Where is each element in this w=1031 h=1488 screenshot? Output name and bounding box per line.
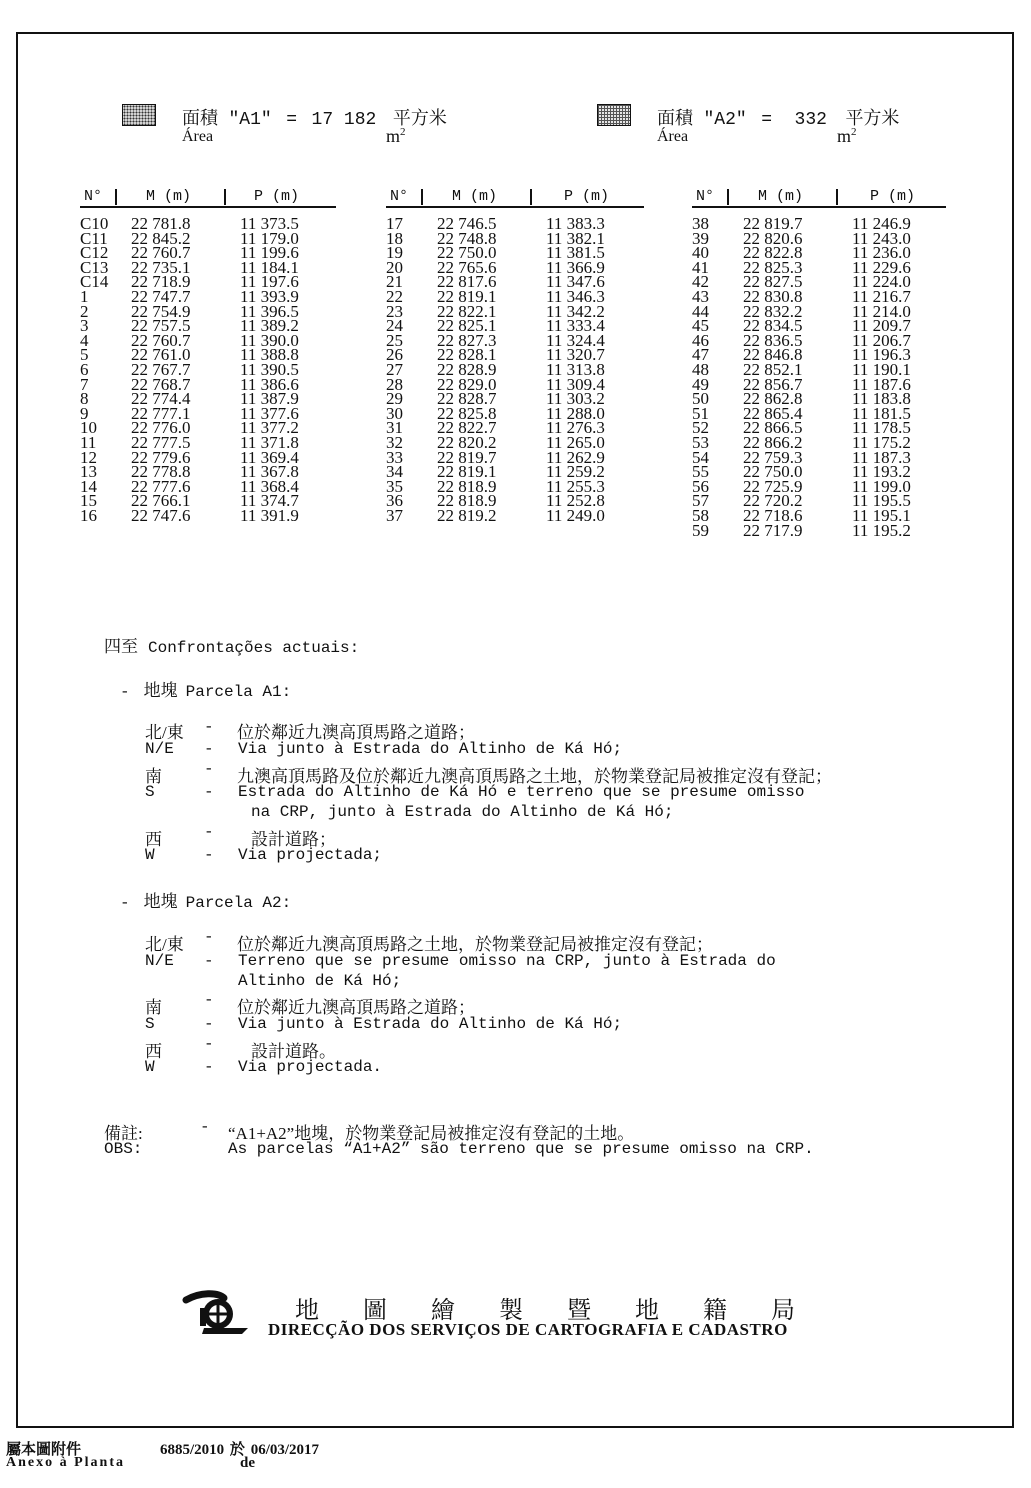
m-coordinate: 22 781.8 <box>131 214 191 233</box>
point-number: 2 <box>80 301 89 321</box>
point-number: 57 <box>692 491 709 511</box>
point-number: 4 <box>80 330 89 350</box>
point-number: C12 <box>80 243 109 263</box>
a2-w-text-pt: Via projectada. <box>238 1058 383 1076</box>
point-number: 49 <box>692 374 709 394</box>
point-number: C13 <box>80 257 109 277</box>
p-coordinate: 11 229.6 <box>852 257 911 277</box>
m-coordinate: 22 750.0 <box>743 462 803 482</box>
point-number: 23 <box>386 301 403 321</box>
area-equals: = <box>761 110 773 130</box>
p-coordinate: 11 396.5 <box>240 301 299 321</box>
p-coordinate: 11 195.1 <box>852 506 911 525</box>
p-coordinate: 11 383.3 <box>546 214 605 233</box>
p-coordinate: 11 246.9 <box>852 214 911 233</box>
dir-w-zh: 西 <box>145 1042 162 1061</box>
point-number: C14 <box>80 272 109 292</box>
p-coordinate: 11 262.9 <box>546 447 605 467</box>
point-number: 14 <box>80 476 97 496</box>
m-coordinate: 22 760.7 <box>131 330 191 350</box>
point-number: C10 <box>80 214 109 233</box>
area-name: "A2" <box>703 110 747 130</box>
point-number: 13 <box>80 462 97 482</box>
m-coordinate: 22 779.6 <box>131 447 191 467</box>
dash: - <box>204 1058 214 1076</box>
m-coordinate: 22 768.7 <box>131 374 191 394</box>
m-coordinate: 22 825.1 <box>437 316 497 336</box>
dash: - <box>204 718 214 736</box>
point-number: 24 <box>386 316 403 336</box>
p-coordinate: 11 342.2 <box>546 301 605 321</box>
a1-s-text-pt-2: na CRP, junto à Estrada do Altinho de Ká Hó; <box>251 803 674 821</box>
point-number: 56 <box>692 476 709 496</box>
point-number: 53 <box>692 433 709 452</box>
m-coordinate: 22 757.5 <box>131 316 191 336</box>
hatch-swatch-a2 <box>597 104 631 126</box>
m-coordinate: 22 862.8 <box>743 389 803 409</box>
p-coordinate: 11 196.3 <box>852 345 911 365</box>
m-coordinate: 22 856.7 <box>743 374 803 394</box>
a1-s-text-zh: 九澳高頂馬路及位於鄰近九澳高頂馬路之土地，於物業登記局被推定沒有登記； <box>237 767 832 786</box>
point-number: 38 <box>692 214 709 233</box>
m-coordinate: 22 820.6 <box>743 228 803 248</box>
m-coordinate: 22 822.1 <box>437 301 497 321</box>
p-coordinate: 11 199.0 <box>852 476 911 496</box>
p-coordinate: 11 390.5 <box>240 360 299 379</box>
p-coordinate: 11 388.8 <box>240 345 299 365</box>
m-coordinate: 22 819.1 <box>437 462 497 482</box>
point-number: 51 <box>692 403 709 423</box>
point-number: 47 <box>692 345 709 365</box>
p-coordinate: 11 387.9 <box>240 389 299 409</box>
point-number: 3 <box>80 316 89 336</box>
p-coordinate: 11 224.0 <box>852 272 911 292</box>
dir-w-code: W <box>145 1058 155 1076</box>
p-coordinate: 11 393.9 <box>240 287 299 306</box>
point-number: 15 <box>80 491 97 511</box>
p-coordinate: 11 313.8 <box>546 360 605 379</box>
point-number: 16 <box>80 506 97 525</box>
m-coordinate: 22 760.7 <box>131 243 191 263</box>
dscc-logo-icon <box>182 1288 254 1341</box>
annex-label-pt: Anexo à Planta <box>6 1455 125 1470</box>
point-number: 11 <box>80 433 97 452</box>
m-coordinate: 22 717.9 <box>743 520 803 540</box>
m-coordinate: 22 735.1 <box>131 257 191 277</box>
area-equals: = <box>286 110 298 130</box>
annex-label-zh: 屬本圖附件 <box>6 1442 82 1458</box>
a1-w-text-pt: Via projectada; <box>238 846 383 864</box>
point-number: 55 <box>692 462 709 482</box>
point-number: 5 <box>80 345 89 365</box>
p-coordinate: 11 366.9 <box>546 257 605 277</box>
m-coordinate: 22 818.9 <box>437 476 497 496</box>
agency-char: 地 <box>295 1298 319 1324</box>
area-label-zh: 面積 <box>657 108 693 128</box>
p-coordinate: 11 249.0 <box>546 506 605 525</box>
p-coordinate: 11 259.2 <box>546 462 605 482</box>
p-coordinate: 11 206.7 <box>852 330 911 350</box>
m-coordinate: 22 866.2 <box>743 433 803 452</box>
p-coordinate: 11 374.7 <box>240 491 299 511</box>
notes-text-pt: As parcelas “A1+A2” são terreno que se presume omisso na CRP. <box>228 1140 814 1158</box>
dir-ne-code: N/E <box>145 740 174 758</box>
m-coordinate: 22 845.2 <box>131 228 191 248</box>
m-coordinate: 22 819.2 <box>437 506 497 525</box>
m-coordinate: 22 765.6 <box>437 257 497 277</box>
m-coordinate: 22 866.5 <box>743 418 803 438</box>
m-coordinate: 22 725.9 <box>743 476 803 496</box>
point-number: 44 <box>692 301 709 321</box>
p-coordinate: 11 216.7 <box>852 287 911 306</box>
notes-label-zh: 備註: <box>104 1124 143 1143</box>
area-name: "A1" <box>228 110 272 130</box>
point-number: 58 <box>692 506 709 525</box>
point-number: 9 <box>80 403 89 423</box>
dir-s-code: S <box>145 1015 155 1033</box>
dir-ne-code: N/E <box>145 952 174 970</box>
p-coordinate: 11 371.8 <box>240 433 299 452</box>
area-unit-zh: 平方米 <box>845 108 900 128</box>
point-number: 46 <box>692 330 709 350</box>
point-number: 21 <box>386 272 403 292</box>
a1-ne-text-pt: Via junto à Estrada do Altinho de Ká Hó; <box>238 740 623 758</box>
area-label-pt: Área <box>657 128 689 145</box>
area-label-pt: Área <box>182 128 214 145</box>
a2-s-text-zh: 位於鄰近九澳高頂馬路之道路； <box>237 998 475 1017</box>
m-coordinate: 22 820.2 <box>437 433 497 452</box>
m-coordinate: 22 761.0 <box>131 345 191 365</box>
p-coordinate: 11 382.1 <box>546 228 605 248</box>
m-coordinate: 22 766.1 <box>131 491 191 511</box>
p-coordinate: 11 214.0 <box>852 301 911 321</box>
area-unit: $m^2$ <box>837 126 857 146</box>
p-coordinate: 11 377.2 <box>240 418 299 438</box>
point-number: 18 <box>386 228 403 248</box>
p-coordinate: 11 195.5 <box>852 491 911 511</box>
m-coordinate: 22 828.7 <box>437 389 497 409</box>
p-coordinate: 11 303.2 <box>546 389 605 409</box>
agency-char: 局 <box>771 1298 795 1324</box>
dash: - <box>204 823 214 841</box>
agency-char: 繪 <box>431 1298 455 1324</box>
point-number: 12 <box>80 447 97 467</box>
p-coordinate: 11 386.6 <box>240 374 299 394</box>
p-coordinate: 11 252.8 <box>546 491 605 511</box>
p-coordinate: 11 181.5 <box>852 403 911 423</box>
agency-char: 暨 <box>567 1298 591 1324</box>
m-coordinate: 22 846.8 <box>743 345 803 365</box>
p-coordinate: 11 390.0 <box>240 330 299 350</box>
m-coordinate: 22 718.6 <box>743 506 803 525</box>
annex-date-prefix-pt: de <box>240 1455 255 1471</box>
dash: - <box>204 846 214 864</box>
point-number: 8 <box>80 389 89 409</box>
agency-char: 製 <box>499 1298 523 1324</box>
point-number: 36 <box>386 491 403 511</box>
p-coordinate: 11 265.0 <box>546 433 605 452</box>
point-number: 20 <box>386 257 403 277</box>
a1-w-text-zh: 設計道路； <box>251 830 336 849</box>
m-coordinate: 22 778.8 <box>131 462 191 482</box>
point-number: 1 <box>80 287 89 306</box>
notes-text-zh: “A1+A2”地塊，於物業登記局被推定沒有登記的土地。 <box>228 1124 635 1143</box>
m-coordinate: 22 774.4 <box>131 389 191 409</box>
p-coordinate: 11 255.3 <box>546 476 605 496</box>
m-coordinate: 22 836.5 <box>743 330 803 350</box>
p-coordinate: 11 367.8 <box>240 462 299 482</box>
point-number: 30 <box>386 403 403 423</box>
header-rule <box>80 206 336 208</box>
p-coordinate: 11 368.4 <box>240 476 299 496</box>
point-number: 52 <box>692 418 709 438</box>
dash: - <box>204 952 214 970</box>
p-coordinate: 11 346.3 <box>546 287 605 306</box>
point-number: 37 <box>386 506 403 525</box>
m-coordinate: 22 827.5 <box>743 272 803 292</box>
m-coordinate: 22 818.9 <box>437 491 497 511</box>
a2-ne-text-pt-1: Terreno que se presume omisso na CRP, junto à Estrada do <box>238 952 776 970</box>
p-coordinate: 11 324.4 <box>546 330 605 350</box>
point-number: 17 <box>386 214 403 233</box>
point-number: 45 <box>692 316 709 336</box>
p-coordinate: 11 309.4 <box>546 374 605 394</box>
m-coordinate: 22 718.9 <box>131 272 191 292</box>
m-coordinate: 22 817.6 <box>437 272 497 292</box>
agency-char: 籍 <box>703 1298 727 1324</box>
dash: - <box>200 1118 210 1136</box>
m-coordinate: 22 748.8 <box>437 228 497 248</box>
m-coordinate: 22 822.7 <box>437 418 497 438</box>
a2-ne-text-zh: 位於鄰近九澳高頂馬路之土地，於物業登記局被推定沒有登記； <box>237 935 713 954</box>
a1-s-text-pt-1: Estrada do Altinho de Ká Hó e terreno que se presume omisso <box>238 783 805 801</box>
annex-reference: 6885/2010 於 06/03/2017 <box>160 1442 320 1458</box>
dir-ne-zh: 北/東 <box>145 723 184 742</box>
m-coordinate: 22 754.9 <box>131 301 191 321</box>
point-number: 50 <box>692 389 709 409</box>
point-number: 25 <box>386 330 403 350</box>
p-coordinate: 11 381.5 <box>546 243 605 263</box>
m-coordinate: 22 825.3 <box>743 257 803 277</box>
p-coordinate: 11 175.2 <box>852 433 911 452</box>
point-number: 43 <box>692 287 709 306</box>
area-value: 17 182 <box>311 110 377 130</box>
point-number: 22 <box>386 287 403 306</box>
notes-label-pt: OBS: <box>104 1140 143 1158</box>
m-coordinate: 22 747.6 <box>131 506 191 525</box>
agency-name-pt: DIRECÇÃO DOS SERVIÇOS DE CARTOGRAFIA E CADASTRO <box>268 1320 788 1339</box>
p-coordinate: 11 391.9 <box>240 506 299 525</box>
p-coordinate: 11 187.6 <box>852 374 911 394</box>
p-coordinate: 11 183.8 <box>852 389 911 409</box>
p-coordinate: 11 389.2 <box>240 316 299 336</box>
dash: - <box>204 1035 214 1053</box>
point-number: 28 <box>386 374 403 394</box>
p-coordinate: 11 333.4 <box>546 316 605 336</box>
area-unit-zh: 平方米 <box>392 108 447 128</box>
a2-s-text-pt: Via junto à Estrada do Altinho de Ká Hó; <box>238 1015 623 1033</box>
dash: - <box>204 1015 214 1033</box>
point-number: 19 <box>386 243 403 263</box>
m-coordinate: 22 834.5 <box>743 316 803 336</box>
point-number: 33 <box>386 447 403 467</box>
point-number: 10 <box>80 418 97 438</box>
m-coordinate: 22 852.1 <box>743 360 803 379</box>
dir-w-zh: 西 <box>145 830 162 849</box>
dash: - <box>204 740 214 758</box>
m-coordinate: 22 720.2 <box>743 491 803 511</box>
m-coordinate: 22 777.1 <box>131 403 191 423</box>
point-number: 7 <box>80 374 89 394</box>
point-number: 34 <box>386 462 403 482</box>
dash: - <box>204 760 214 778</box>
m-coordinate: 22 777.5 <box>131 433 191 452</box>
dir-s-zh: 南 <box>145 767 162 786</box>
parcel-a2-title: - 地塊 Parcela A2: <box>120 892 292 912</box>
point-number: 31 <box>386 418 403 438</box>
area-value: 332 <box>794 110 827 130</box>
m-coordinate: 22 828.9 <box>437 360 497 379</box>
p-coordinate: 11 373.5 <box>240 214 299 233</box>
point-number: 26 <box>386 345 403 365</box>
area-unit: $m^2$ <box>386 126 406 146</box>
m-coordinate: 22 819.7 <box>743 214 803 233</box>
m-coordinate: 22 829.0 <box>437 374 497 394</box>
p-coordinate: 11 187.3 <box>852 447 911 467</box>
m-coordinate: 22 777.6 <box>131 476 191 496</box>
m-coordinate: 22 832.2 <box>743 301 803 321</box>
hatch-swatch-a1 <box>122 104 156 126</box>
dir-s-zh: 南 <box>145 998 162 1017</box>
a2-w-text-zh: 設計道路。 <box>251 1042 336 1061</box>
m-coordinate: 22 747.7 <box>131 287 191 306</box>
confrontations-heading: 四至 Confrontações actuais: <box>104 637 360 657</box>
point-number: 54 <box>692 447 709 467</box>
m-coordinate: 22 759.3 <box>743 447 803 467</box>
point-number: 6 <box>80 360 89 379</box>
m-coordinate: 22 827.3 <box>437 330 497 350</box>
dash: - <box>204 991 214 1009</box>
p-coordinate: 11 179.0 <box>240 228 299 248</box>
point-number: 32 <box>386 433 403 452</box>
area-label-zh: 面積 <box>182 108 218 128</box>
p-coordinate: 11 320.7 <box>546 345 605 365</box>
p-coordinate: 11 178.5 <box>852 418 911 438</box>
point-number: 39 <box>692 228 709 248</box>
m-coordinate: 22 819.7 <box>437 447 497 467</box>
point-number: 42 <box>692 272 709 292</box>
point-number: 35 <box>386 476 403 496</box>
p-coordinate: 11 197.6 <box>240 272 299 292</box>
m-coordinate: 22 822.8 <box>743 243 803 263</box>
p-coordinate: 11 276.3 <box>546 418 605 438</box>
m-coordinate: 22 825.8 <box>437 403 497 423</box>
dir-w-code: W <box>145 846 155 864</box>
point-number: 27 <box>386 360 403 379</box>
p-coordinate: 11 195.2 <box>852 520 911 540</box>
p-coordinate: 11 369.4 <box>240 447 299 467</box>
header-rule <box>386 206 644 208</box>
p-coordinate: 11 243.0 <box>852 228 911 248</box>
a2-ne-text-pt-2: Altinho de Ká Hó; <box>238 972 402 990</box>
p-coordinate: 11 193.2 <box>852 462 911 482</box>
header-rule <box>692 206 946 208</box>
m-coordinate: 22 746.5 <box>437 214 497 233</box>
p-coordinate: 11 209.7 <box>852 316 911 336</box>
a1-ne-text-zh: 位於鄰近九澳高頂馬路之道路； <box>237 723 475 742</box>
agency-char: 地 <box>635 1298 659 1324</box>
m-coordinate: 22 828.1 <box>437 345 497 365</box>
point-number: 29 <box>386 389 403 409</box>
parcel-a1-title: - 地塊 Parcela A1: <box>120 681 292 701</box>
dash: - <box>204 928 214 946</box>
p-coordinate: 11 190.1 <box>852 360 911 379</box>
point-number: 48 <box>692 360 709 379</box>
dir-ne-zh: 北/東 <box>145 935 184 954</box>
point-number: 40 <box>692 243 709 263</box>
point-number: 41 <box>692 257 709 277</box>
point-number: C11 <box>80 228 108 248</box>
m-coordinate: 22 750.0 <box>437 243 497 263</box>
agency-char: 圖 <box>363 1298 387 1324</box>
dash: - <box>204 783 214 801</box>
m-coordinate: 22 776.0 <box>131 418 191 438</box>
p-coordinate: 11 288.0 <box>546 403 605 423</box>
p-coordinate: 11 199.6 <box>240 243 299 263</box>
p-coordinate: 11 347.6 <box>546 272 605 292</box>
m-coordinate: 22 830.8 <box>743 287 803 306</box>
p-coordinate: 11 377.6 <box>240 403 299 423</box>
m-coordinate: 22 819.1 <box>437 287 497 306</box>
p-coordinate: 11 236.0 <box>852 243 911 263</box>
point-number: 59 <box>692 520 709 540</box>
dir-s-code: S <box>145 783 155 801</box>
m-coordinate: 22 767.7 <box>131 360 191 379</box>
m-coordinate: 22 865.4 <box>743 403 803 423</box>
p-coordinate: 11 184.1 <box>240 257 299 277</box>
